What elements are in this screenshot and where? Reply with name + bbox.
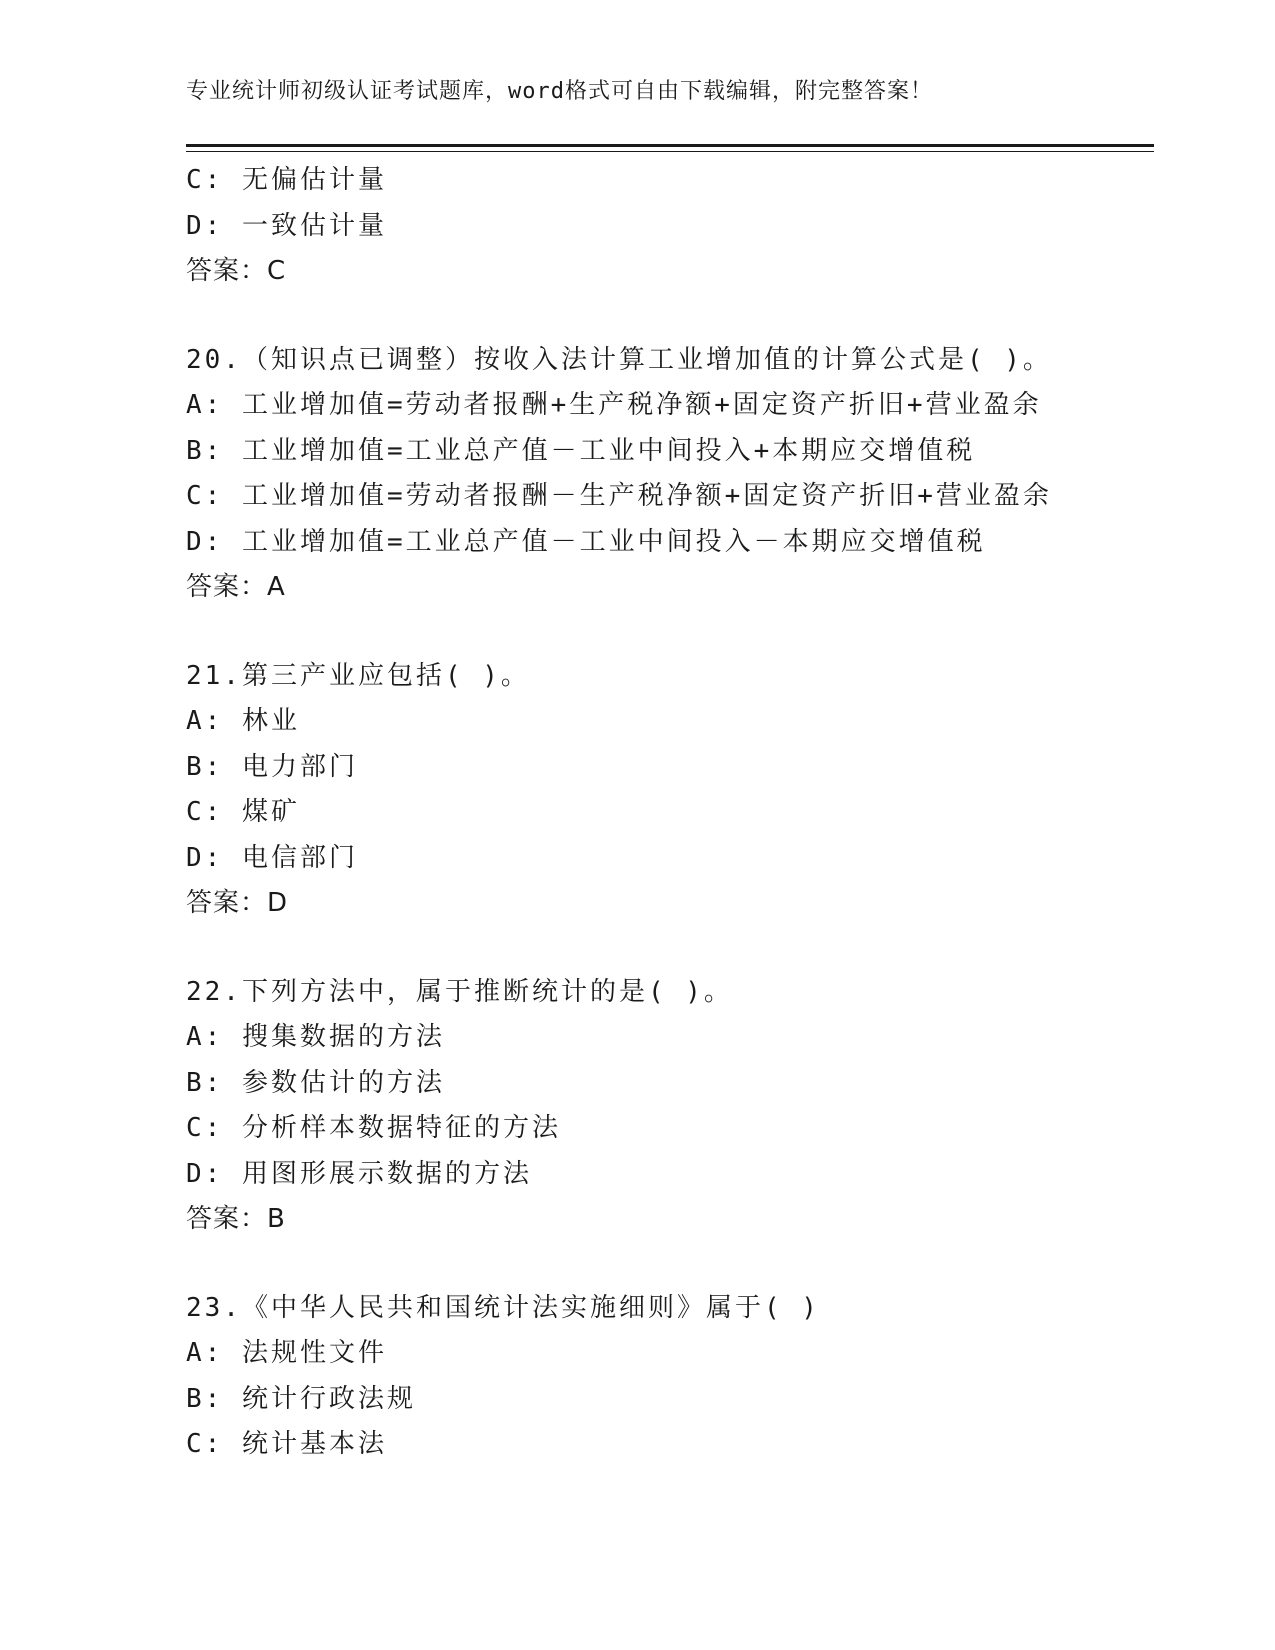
- option-b: B: 统计行政法规: [186, 1383, 416, 1414]
- option-b: B: 电力部门: [186, 751, 358, 782]
- option-c: C: 分析样本数据特征的方法: [186, 1113, 561, 1143]
- option-d: D: 工业增加值=工业总产值－工业中间投入－本期应交增值税: [186, 526, 986, 557]
- option-c: C: 统计基本法: [186, 1429, 387, 1459]
- answer-line: 答案：C: [186, 256, 287, 286]
- option-a: A: 搜集数据的方法: [186, 1022, 445, 1052]
- question-fragment: [186, 158, 1154, 295]
- option-a: A: 工业增加值=劳动者报酬+生产税净额+固定资产折旧+营业盈余: [186, 390, 1042, 420]
- question-stem: 22.下列方法中，属于推断统计的是( )。: [186, 976, 733, 1007]
- question-stem: 21.第三产业应包括( )。: [186, 660, 530, 691]
- question-stem: 23.《中华人民共和国统计法实施细则》属于( ): [186, 1292, 820, 1323]
- answer-line: 答案：D: [186, 888, 289, 918]
- spacer: [186, 927, 1154, 970]
- question-list: [186, 158, 1154, 1468]
- option-a: A: 法规性文件: [186, 1338, 387, 1368]
- question-23: [186, 1286, 1154, 1468]
- spacer: [186, 1243, 1154, 1286]
- spacer: [186, 611, 1154, 654]
- spacer: [186, 295, 1154, 338]
- question-22: [186, 970, 1154, 1243]
- option-b: B: 工业增加值=工业总产值－工业中间投入+本期应交增值税: [186, 435, 976, 466]
- answer-line: 答案：A: [186, 572, 286, 602]
- option-c: C: 无偏估计量: [186, 165, 387, 195]
- question-stem: 20.（知识点已调整）按收入法计算工业增加值的计算公式是( )。: [186, 344, 1052, 375]
- header-rule-thick: [186, 144, 1154, 147]
- answer-line: 答案：B: [186, 1204, 286, 1234]
- option-c: C: 工业增加值=劳动者报酬－生产税净额+固定资产折旧+营业盈余: [186, 481, 1052, 511]
- option-d: D: 用图形展示数据的方法: [186, 1158, 532, 1189]
- option-c: C: 煤矿: [186, 797, 300, 827]
- header-rule-thin: [186, 151, 1154, 152]
- option-b: B: 参数估计的方法: [186, 1067, 445, 1098]
- option-d: D: 一致估计量: [186, 210, 387, 241]
- option-d: D: 电信部门: [186, 842, 358, 873]
- question-20: [186, 338, 1154, 611]
- page-header: 专业统计师初级认证考试题库，word格式可自由下载编辑，附完整答案！: [186, 79, 933, 104]
- option-a: A: 林业: [186, 706, 300, 736]
- question-21: [186, 654, 1154, 927]
